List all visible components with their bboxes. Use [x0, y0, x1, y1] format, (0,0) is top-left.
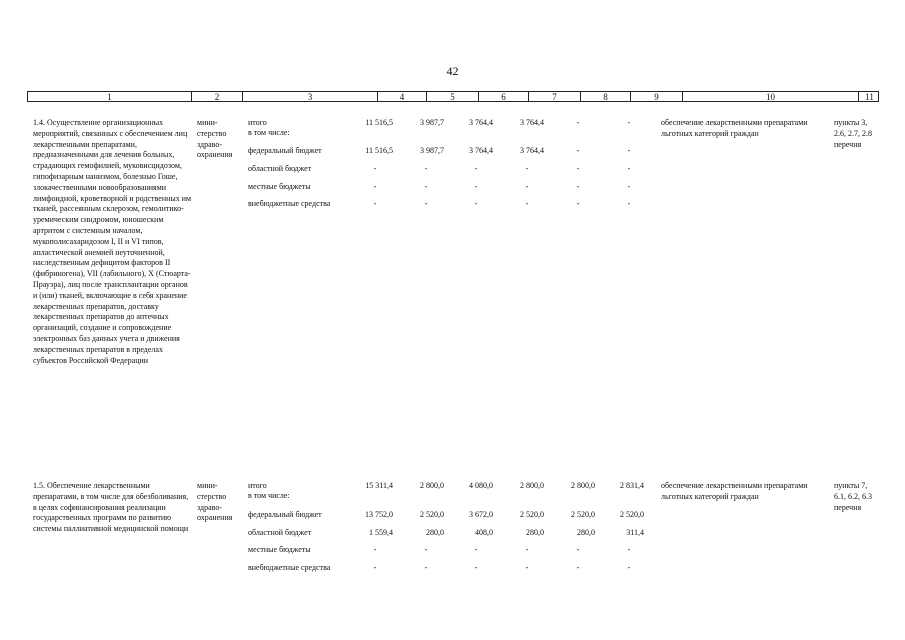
row-1-5-federal-col9: 2 520,0	[620, 510, 644, 519]
row-1-4-regional-col8: -	[576, 164, 580, 173]
row-1-5-total-label: итого	[248, 481, 267, 490]
row-1-4-regional-col9: -	[627, 164, 631, 173]
row-1-4-total-col7: 3 764,4	[520, 118, 544, 127]
row-1-4-extra-col5: -	[424, 199, 428, 208]
row-1-4-federal-col5: 3 987,7	[420, 146, 444, 155]
row-1-5-extra-col5: -	[424, 563, 428, 572]
row-1-5-federal-col5: 2 520,0	[420, 510, 444, 519]
row-1-4-federal-label: федеральный бюджет	[248, 146, 322, 155]
row-1-4-total-col4: 11 516,5	[365, 118, 393, 127]
row-1-5-total-col4: 15 311,4	[365, 481, 393, 490]
header-col-3: 3	[243, 92, 378, 101]
row-1-5-regional-col6: 408,0	[475, 528, 493, 537]
row-1-5-total-col7: 2 800,0	[520, 481, 544, 490]
row-1-4-local-label: местные бюджеты	[248, 182, 311, 191]
row-1-5-note: пункты 7, 6.1, 6.2, 6.3 перечня	[834, 481, 872, 512]
row-1-5-including-label: в том числе:	[248, 491, 290, 500]
row-1-5-total-col8: 2 800,0	[571, 481, 595, 490]
row-1-5-local-col6: -	[474, 545, 478, 554]
row-1-5-total-col9: 2 831,4	[620, 481, 644, 490]
row-1-4-federal-col7: 3 764,4	[520, 146, 544, 155]
row-1-4-total-col9: -	[627, 118, 631, 127]
row-1-4-federal-col4: 11 516,5	[365, 146, 393, 155]
row-1-5-regional-label: областной бюджет	[248, 528, 312, 537]
row-1-5-federal-col7: 2 520,0	[520, 510, 544, 519]
row-1-5-regional-col4: 1 559,4	[369, 528, 393, 537]
row-1-4-executor: мини-стерство здраво-охранения	[197, 118, 233, 160]
row-1-5-federal-col6: 3 672,0	[469, 510, 493, 519]
row-1-5-regional-col5: 280,0	[426, 528, 444, 537]
row-1-5-regional-col8: 280,0	[577, 528, 595, 537]
row-1-5-executor: мини-стерство здраво-охранения	[197, 481, 233, 523]
row-1-5-total-col6: 4 080,0	[469, 481, 493, 490]
row-1-4-regional-col6: -	[474, 164, 478, 173]
row-1-4-extra-col4: -	[373, 199, 377, 208]
row-1-5-local-col5: -	[424, 545, 428, 554]
row-1-5-extra-col4: -	[373, 563, 377, 572]
row-1-5-local-label: местные бюджеты	[248, 545, 311, 554]
row-1-4-federal-col8: -	[576, 146, 580, 155]
row-1-4-regional-col7: -	[525, 164, 529, 173]
row-1-4-total-label: итого	[248, 118, 267, 127]
row-1-4-result: обеспечение лекарственными препаратами льготных категорий граждан	[661, 118, 808, 138]
table-header	[27, 91, 879, 102]
row-1-5-federal-col4: 13 752,0	[365, 510, 393, 519]
header-col-11: 11	[865, 92, 874, 102]
row-1-4-local-col9: -	[627, 182, 631, 191]
row-1-4-including-label: в том числе:	[248, 128, 290, 137]
row-1-4-total-col5: 3 987,7	[420, 118, 444, 127]
row-1-4-extra-col6: -	[474, 199, 478, 208]
row-1-4-regional-label: областной бюджет	[248, 164, 312, 173]
header-col-10: 10	[683, 92, 859, 101]
row-1-4-local-col5: -	[424, 182, 428, 191]
row-1-5-federal-label: федеральный бюджет	[248, 510, 322, 519]
row-1-4-total-col8: -	[576, 118, 580, 127]
row-1-4-federal-col9: -	[627, 146, 631, 155]
row-1-5-extra-col8: -	[576, 563, 580, 572]
row-1-5-federal-col8: 2 520,0	[571, 510, 595, 519]
row-1-4-local-col8: -	[576, 182, 580, 191]
row-1-5-extra-col7: -	[525, 563, 529, 572]
row-1-4-regional-col5: -	[424, 164, 428, 173]
row-1-5-regional-col9: 311,4	[626, 528, 644, 537]
row-1-5-result: обеспечение лекарственными препаратами льготных категорий граждан	[661, 481, 808, 501]
row-1-5-local-col7: -	[525, 545, 529, 554]
row-1-4-description: 1.4. Осуществление организационных мероприятий, связанных с обеспечением лиц лекарственными препаратами, предназначенными для лечения больных, страдающих гемофилией, муковисцидозом, гипофизарным нанизмом, болезнью Гоше, злокачественными новообразованиями лимфоидной, кроветворной и родственных им тканей, рассеянным склерозом, гемолитико-уремическим синдромом, юношеским артритом с системным началом, мукополисахаридозом I, II и VI типов, апластической анемией неуточненной, наследственным дефицитом факторов II (фибриногена), VII (лабильного), X (Стюарта-Прауэра), лиц после трансплантации органов и (или) тканей, включающие в себя хранение лекарственных препаратов, доставку лекарственных препаратов до аптечных организаций, создание и сопровождение электронных баз данных учета и движения лекарственных препаратов в пределах субъектов Российской Федерации	[33, 118, 192, 365]
row-1-5-local-col8: -	[576, 545, 580, 554]
header-col-5: 5	[427, 92, 479, 101]
row-1-5-total-col5: 2 800,0	[420, 481, 444, 490]
row-1-5-extra-col6: -	[474, 563, 478, 572]
row-1-4-regional-col4: -	[373, 164, 377, 173]
row-1-4-local-col7: -	[525, 182, 529, 191]
row-1-5-extra-col9: -	[627, 563, 631, 572]
header-col-8: 8	[581, 92, 631, 101]
header-col-1: 1	[28, 92, 192, 101]
header-col-9: 9	[631, 92, 683, 101]
header-col-2: 2	[192, 92, 243, 101]
row-1-5-extra-label: внебюджетные средства	[248, 563, 331, 572]
row-1-4-federal-col6: 3 764,4	[469, 146, 493, 155]
row-1-5-regional-col7: 280,0	[526, 528, 544, 537]
row-1-5-local-col9: -	[627, 545, 631, 554]
header-col-4: 4	[378, 92, 427, 101]
row-1-5-local-col4: -	[373, 545, 377, 554]
row-1-4-total-col6: 3 764,4	[469, 118, 493, 127]
page-number: 42	[446, 64, 459, 78]
header-col-7: 7	[529, 92, 581, 101]
row-1-4-extra-col7: -	[525, 199, 529, 208]
row-1-4-extra-col8: -	[576, 199, 580, 208]
row-1-4-extra-label: внебюджетные средства	[248, 199, 331, 208]
row-1-4-local-col6: -	[474, 182, 478, 191]
row-1-4-extra-col9: -	[627, 199, 631, 208]
header-col-6: 6	[479, 92, 529, 101]
row-1-4-local-col4: -	[373, 182, 377, 191]
row-1-4-note: пункты 3, 2.6, 2.7, 2.8 перечня	[834, 118, 872, 149]
row-1-5-description: 1.5. Обеспечение лекарственными препаратами, в том числе для обезболивания, в целях софинансирования реализации государственных программ по развитию системы паллиативной медицинской помощи	[33, 481, 189, 534]
